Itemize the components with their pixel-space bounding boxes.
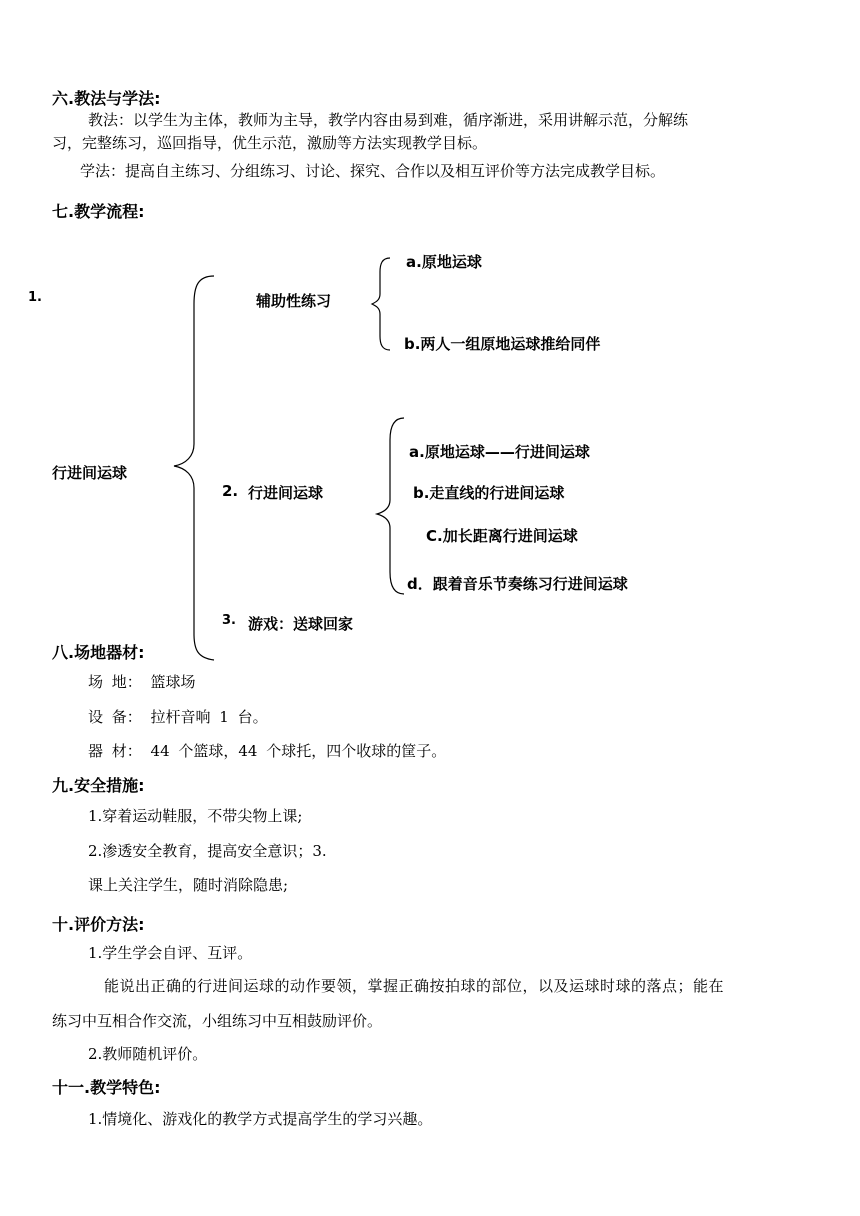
section-7-heading: 七.教学流程: [52, 202, 145, 221]
auxiliary-item-b: b.两人一组原地运球推给同伴 [404, 335, 601, 353]
auxiliary-item-a: a.原地运球 [406, 253, 482, 271]
safety-line-3: 课上关注学生，随时消除隐患; [88, 876, 289, 894]
section-9-heading: 九.安全措施: [52, 776, 145, 795]
moving-item-b: b.走直线的行进间运球 [413, 484, 565, 502]
section-6-heading: 六.教法与学法: [52, 89, 161, 108]
auxiliary-practice-label: 辅助性练习 [256, 292, 332, 310]
evaluation-line-3: 2.教师随机评价。 [88, 1045, 208, 1063]
section-8-heading: 八.场地器材: [52, 643, 145, 662]
moving-dribble-brace-icon [374, 416, 408, 596]
section-11-heading: 十一.教学特色: [52, 1078, 161, 1097]
safety-line-1: 1.穿着运动鞋服，不带尖物上课; [88, 807, 303, 825]
flow-number-1-left: 1. [28, 290, 42, 305]
auxiliary-brace-icon [370, 256, 396, 352]
flow-number-2: 2. [222, 482, 239, 500]
site-line: 场 地： 篮球场 [88, 673, 196, 691]
feature-line-1: 1.情境化、游戏化的教学方式提高学生的学习兴趣。 [88, 1110, 433, 1128]
teaching-method-line-1: 教法：以学生为主体，教师为主导，教学内容由易到难，循序渐进，采用讲解示范，分解练 [88, 111, 689, 129]
evaluation-line-1: 1.学生学会自评、互评。 [88, 944, 253, 962]
main-brace-icon [170, 274, 220, 664]
evaluation-line-2a: 能说出正确的行进间运球的动作要领，掌握正确按拍球的部位，以及运球时球的落点；能在 [104, 977, 725, 995]
moving-item-a: a.原地运球——行进间运球 [409, 443, 590, 461]
flow-number-3: 3. [222, 613, 236, 628]
teaching-method-line-2: 习，完整练习，巡回指导，优生示范，激励等方法实现教学目标。 [52, 134, 488, 152]
section-10-heading: 十.评价方法: [52, 915, 145, 934]
equipment-line: 设 备： 拉杆音响 1 台。 [88, 708, 268, 726]
materials-line: 器 材： 44 个篮球，44 个球托，四个收球的筐子。 [88, 742, 447, 760]
flow-root-label: 行进间运球 [52, 464, 128, 482]
evaluation-line-2b: 练习中互相合作交流，小组练习中互相鼓励评价。 [52, 1012, 383, 1030]
moving-item-c: C.加长距离行进间运球 [426, 527, 578, 545]
moving-item-d: d．跟着音乐节奏练习行进间运球 [407, 575, 628, 593]
learning-method-line: 学法：提高自主练习、分组练习、讨论、探究、合作以及相互评价等方法完成教学目标。 [80, 162, 666, 180]
game-label: 游戏：送球回家 [248, 615, 354, 633]
moving-dribble-label: 行进间运球 [248, 484, 324, 502]
safety-line-2: 2.渗透安全教育，提高安全意识；3. [88, 842, 327, 860]
